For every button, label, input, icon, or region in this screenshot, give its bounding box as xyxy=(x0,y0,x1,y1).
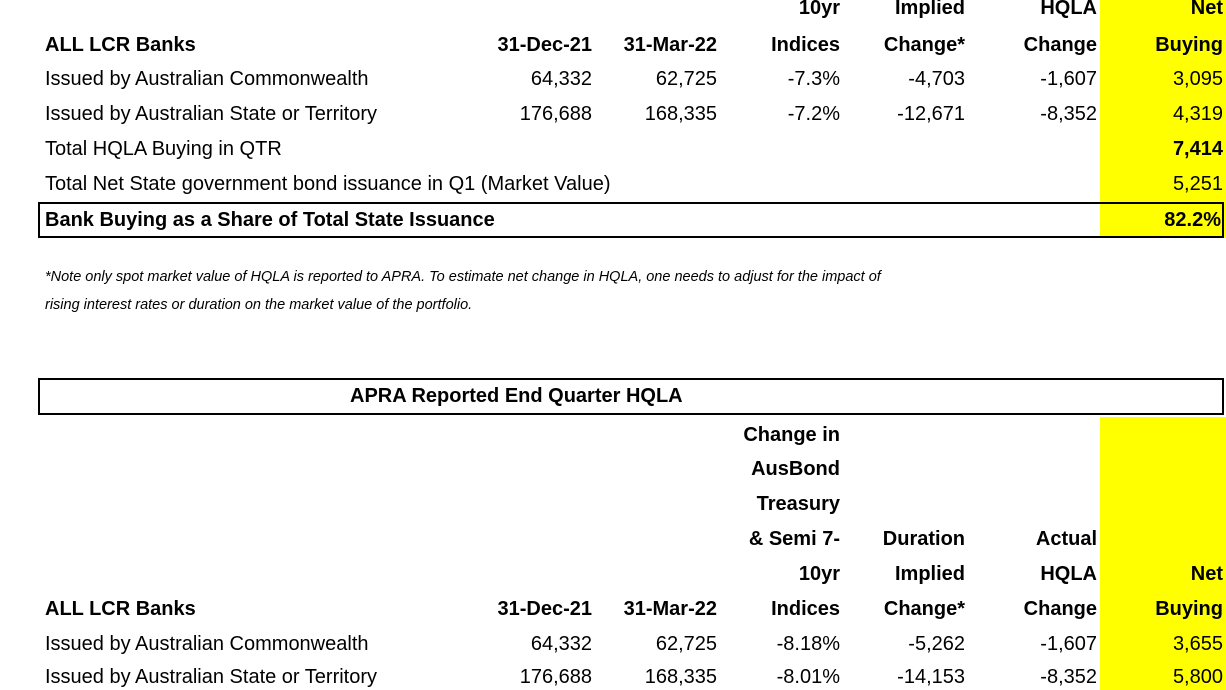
header-indices: Indices xyxy=(771,34,840,56)
footnote-line-2: rising interest rates or duration on the market value of the portfolio. xyxy=(45,297,473,313)
cell-indices: -8.01% xyxy=(776,666,840,688)
header-implied-line-1: Duration xyxy=(882,528,965,550)
header-net-line-2: Buying xyxy=(1155,598,1223,620)
header-hqla-line-1: Actual xyxy=(1035,528,1097,550)
cell-net-buying: 5,251 xyxy=(1172,173,1223,195)
header-indices-line-6: Indices xyxy=(771,598,840,620)
row-label: Issued by Australian Commonwealth xyxy=(45,633,369,655)
header-all-lcr-banks: ALL LCR Banks xyxy=(45,598,196,620)
cell-net-buying: 82.2% xyxy=(1164,209,1221,231)
row-label: Issued by Australian State or Territory xyxy=(45,666,378,688)
cell-indices: -8.18% xyxy=(776,633,840,655)
cell-dec21: 64,332 xyxy=(530,633,592,655)
cell-hqla-change: -8,352 xyxy=(1040,666,1097,688)
cell-net-buying: 3,655 xyxy=(1172,633,1223,655)
cell-indices: -7.3% xyxy=(787,68,840,90)
cell-dec21: 176,688 xyxy=(519,666,592,688)
header-indices-line-5: 10yr xyxy=(798,563,840,585)
cell-net-buying: 3,095 xyxy=(1172,68,1223,90)
cell-dec21: 176,688 xyxy=(519,103,592,125)
table-title: APRA Reported End Quarter HQLA xyxy=(350,385,683,407)
cell-net-buying: 5,800 xyxy=(1172,666,1223,688)
cell-hqla-change: -1,607 xyxy=(1040,633,1097,655)
header-indices-line-3: Treasury xyxy=(756,493,840,515)
header-implied-line-3: Change* xyxy=(883,598,965,620)
header-indices-line-4: & Semi 7- xyxy=(748,528,840,550)
row-label: Bank Buying as a Share of Total State Issuance xyxy=(45,209,495,231)
header-all-lcr-banks: ALL LCR Banks xyxy=(45,34,196,56)
cell-indices: -7.2% xyxy=(787,103,840,125)
cell-mar22: 62,725 xyxy=(655,68,717,90)
header-date-dec21: 31-Dec-21 xyxy=(497,598,592,620)
cell-mar22: 168,335 xyxy=(644,103,717,125)
footnote-line-1: *Note only spot market value of HQLA is reported to APRA. To estimate net change in HQLA, one needs to adjust for the impact of xyxy=(45,269,881,285)
row-label: Total Net State government bond issuance in Q1 (Market Value) xyxy=(45,173,611,195)
cell-implied-change: -12,671 xyxy=(897,103,965,125)
header-hqla: HQLA xyxy=(1040,0,1097,19)
cell-hqla-change: -8,352 xyxy=(1040,103,1097,125)
header-indices-10yr: 10yr xyxy=(798,0,840,19)
cell-dec21: 64,332 xyxy=(530,68,592,90)
header-date-mar22: 31-Mar-22 xyxy=(623,598,717,620)
header-net: Net xyxy=(1190,0,1223,19)
cell-net-buying: 7,414 xyxy=(1172,138,1223,160)
header-date-dec21: 31-Dec-21 xyxy=(497,34,592,56)
cell-implied-change: -4,703 xyxy=(908,68,965,90)
cell-hqla-change: -1,607 xyxy=(1040,68,1097,90)
cell-implied-change: -14,153 xyxy=(897,666,965,688)
row-label: Issued by Australian Commonwealth xyxy=(45,68,369,90)
header-implied-line-2: Implied xyxy=(894,563,965,585)
header-date-mar22: 31-Mar-22 xyxy=(623,34,717,56)
header-hqla-line-2: HQLA xyxy=(1040,563,1097,585)
header-net-line-1: Net xyxy=(1190,563,1223,585)
row-label: Total HQLA Buying in QTR xyxy=(45,138,282,160)
header-indices-line-1: Change in xyxy=(743,424,840,446)
header-implied-change: Change* xyxy=(883,34,965,56)
header-net-buying: Buying xyxy=(1155,34,1223,56)
cell-mar22: 168,335 xyxy=(644,666,717,688)
cell-net-buying: 4,319 xyxy=(1172,103,1223,125)
header-indices-line-2: AusBond xyxy=(751,458,840,480)
header-hqla-change: Change xyxy=(1023,34,1097,56)
header-implied: Implied xyxy=(894,0,965,19)
header-hqla-line-3: Change xyxy=(1023,598,1097,620)
cell-implied-change: -5,262 xyxy=(908,633,965,655)
row-label: Issued by Australian State or Territory xyxy=(45,103,378,125)
cell-mar22: 62,725 xyxy=(655,633,717,655)
